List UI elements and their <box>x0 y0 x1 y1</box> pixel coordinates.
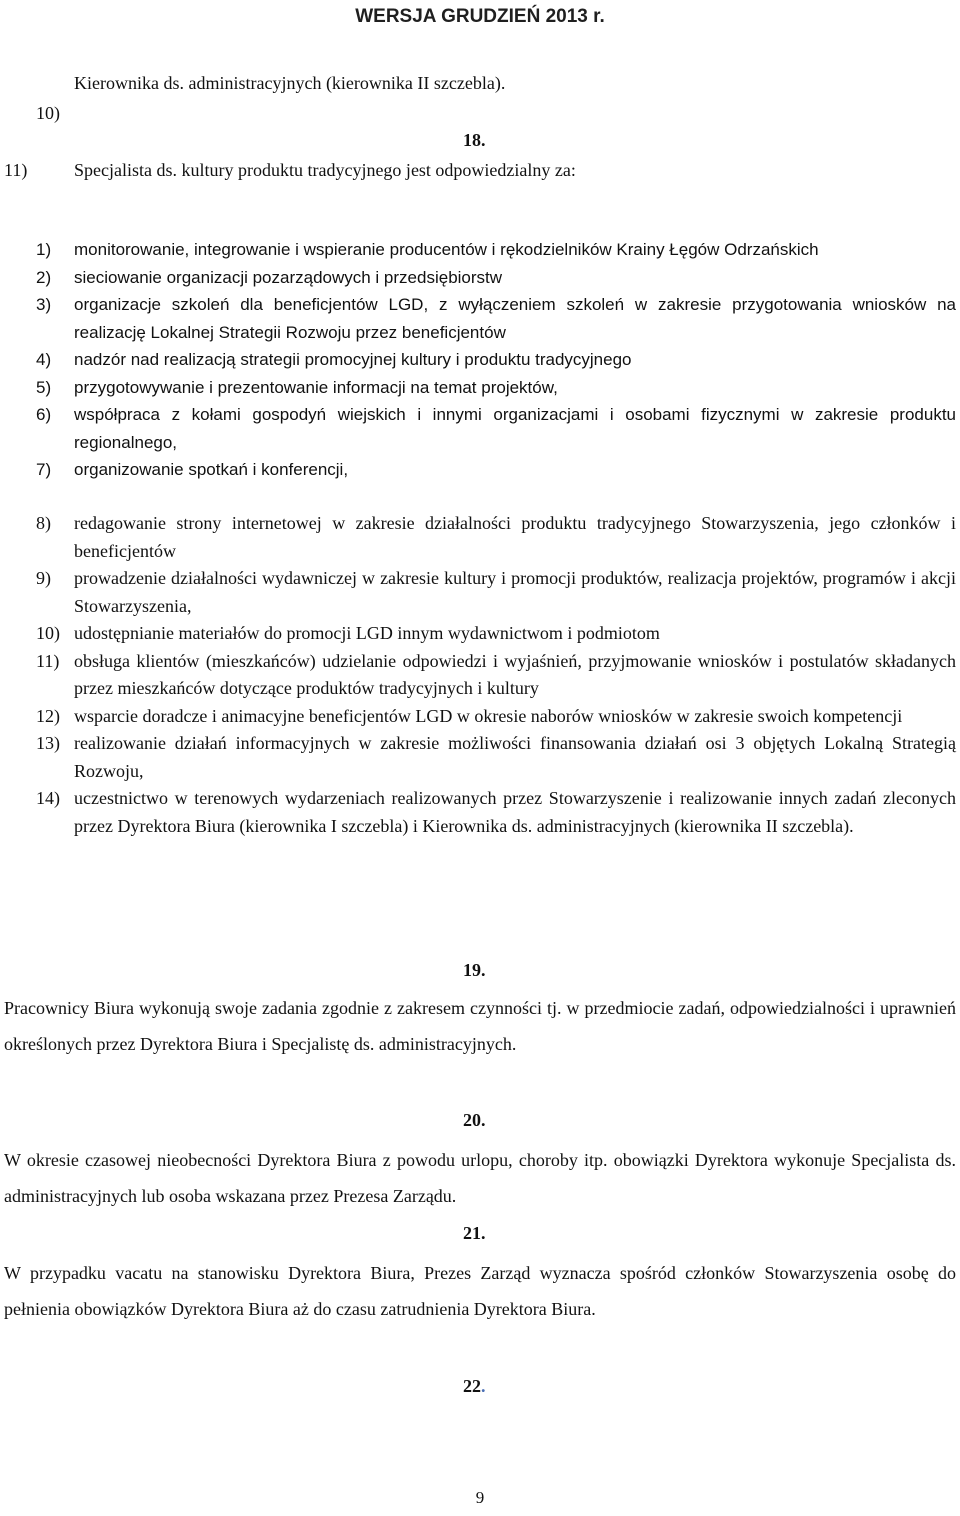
top-number-10: 10) <box>36 103 60 123</box>
list-item: 1) monitorowanie, integrowanie i wspieranie producentów i rękodzielników Krainy Łęgów Odrzańskich <box>36 240 819 259</box>
paragraph-19-title: 19. <box>463 960 486 980</box>
list-item: 9) prowadzenie działalności wydawniczej w zakresie kultury i promocji produktów, realizacja projektów, programów i akcji Stowarzyszenia, <box>36 568 956 616</box>
list-item: 7) organizowanie spotkań i konferencji, <box>36 460 349 479</box>
paragraph-20-text: W okresie czasowej nieobecności Dyrektora Biura z powodu urlopu, choroby itp. obowiązki Dyrektora wykonuje Specjalista ds. administracyjnych lub osoba wskazana przez Prezesa Zarządu. <box>4 1150 956 1206</box>
paragraph-22-dot: . <box>481 1376 486 1396</box>
list-item: 11) obsługa klientów (mieszkańców) udzielanie odpowiedzi i wyjaśnień, przyjmowanie wniosków i postulatów składanych przez mieszkańców dotyczące produktów tradycyjnych i kultury <box>36 650 956 698</box>
list-item: 6) współpraca z kołami gospodyń wiejskich i innymi organizacjami i osobami fizycznymi w zakresie produktu regionalnego, <box>36 405 956 452</box>
top-line-kierownika: Kierownika ds. administracyjnych (kierownika II szczebla). <box>74 73 506 93</box>
top-number-11: 11) <box>4 160 28 180</box>
duties-list-part-2 <box>0 510 960 840</box>
version-header: WERSJA GRUDZIEŃ 2013 r. <box>355 6 605 27</box>
paragraph-20-title: 20. <box>463 1110 486 1130</box>
list-item: 3) organizacje szkoleń dla beneficjentów LGD, z wyłączeniem szkoleń w zakresie przygotowania wniosków na realizację Lokalnej Strategii Rozwoju przez beneficjentów <box>36 295 956 342</box>
paragraph-22-title: 22. <box>463 1376 486 1396</box>
list-item: 2) sieciowanie organizacji pozarządowych i przedsiębiorstw <box>36 267 503 287</box>
page-number: 9 <box>475 1488 485 1507</box>
list-item: 12) wsparcie doradcze i animacyjne beneficjentów LGD w okresie naborów wniosków w zakresie swoich kompetencji <box>36 705 903 726</box>
paragraph-21-title: 21. <box>463 1223 486 1243</box>
duties-list-part-1 <box>0 236 960 484</box>
list-item: 8) redagowanie strony internetowej w zakresie działalności produktu tradycyjnego Stowarzyszenia, jego członków i beneficjentów <box>36 513 956 561</box>
paragraph-21-text: W przypadku vacatu na stanowisku Dyrektora Biura, Prezes Zarząd wyznacza spośród członków Stowarzyszenia osobę do pełnienia obowiązków Dyrektora Biura aż do czasu zatrudnienia Dyrektora Biura. <box>4 1263 956 1319</box>
list-item: 14) uczestnictwo w terenowych wydarzeniach realizowanych przez Stowarzyszenie i realizowanie innych zadań zleconych przez Dyrektora Biura (kierownika I szczebla) i Kierownika ds. administracyjnych (kierownika II szczebla). <box>36 788 956 836</box>
list-item: 4) nadzór nad realizacją strategii promocyjnej kultury i produktu tradycyjnego <box>36 350 632 369</box>
paragraph-19-text: Pracownicy Biura wykonują swoje zadania zgodnie z zakresem czynności tj. w przedmiocie zadań, odpowiedzialności i uprawnień określonych przez Dyrektora Biura i Specjalistę ds. administracyjnych. <box>4 998 956 1054</box>
list-item: 5) przygotowywanie i prezentowanie informacji na temat projektów, <box>36 377 558 397</box>
paragraph-18-title: 18. <box>463 130 486 150</box>
list-item: 13) realizowanie działań informacyjnych w zakresie możliwości finansowania działań osi 3 objętych Lokalną Strategią Rozwoju, <box>36 733 956 781</box>
list-item: 10) udostępnianie materiałów do promocji LGD innym wydawnictwom i podmiotom <box>36 623 660 643</box>
specialist-intro: Specjalista ds. kultury produktu tradycyjnego jest odpowiedzialny za: <box>74 160 576 180</box>
